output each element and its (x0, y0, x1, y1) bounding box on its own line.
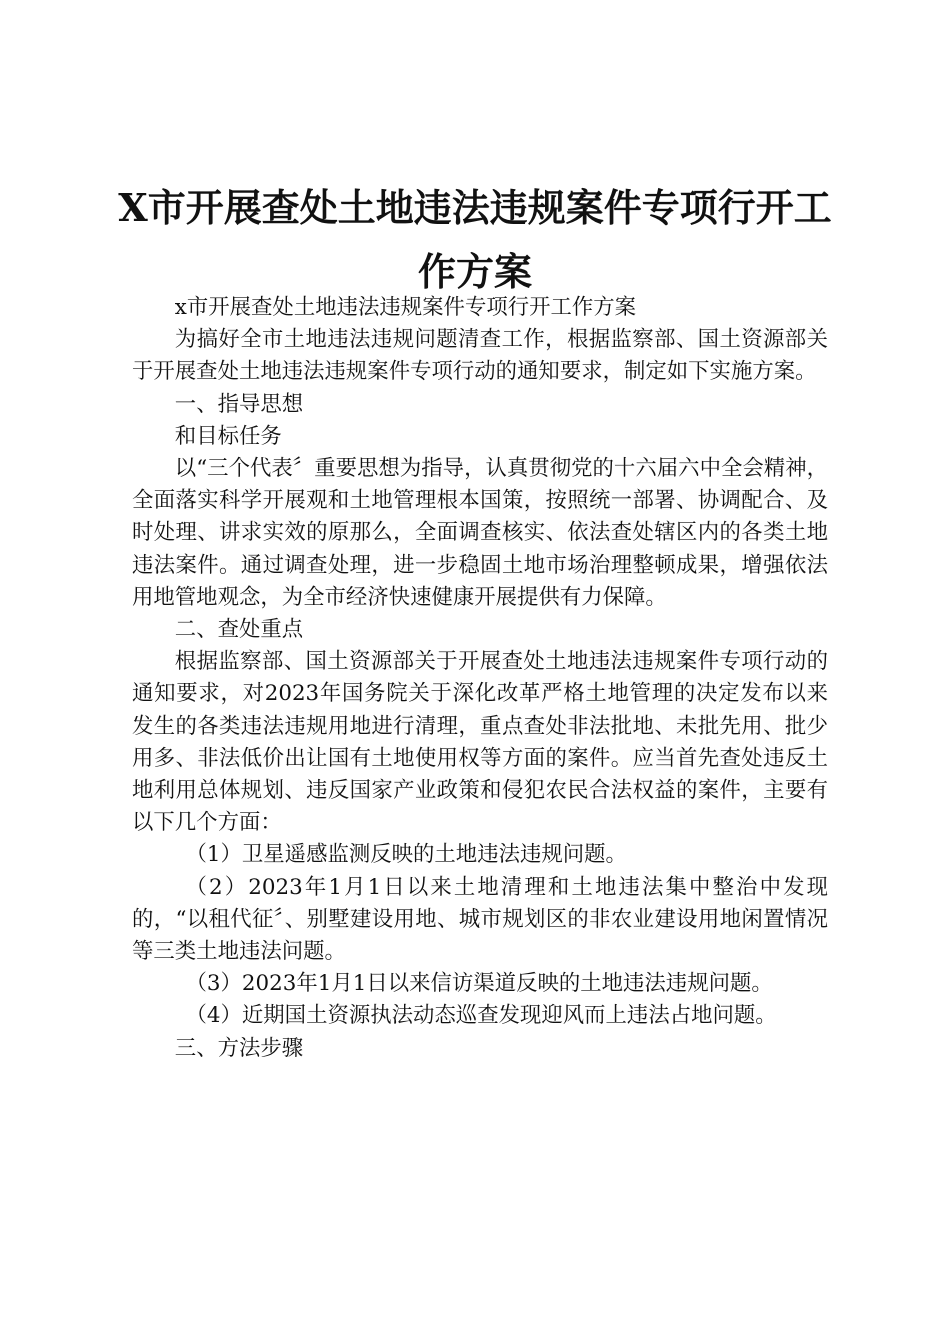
heading-focus: 二、查处重点 (174, 617, 304, 643)
list-item-4: （4）近期国土资源执法动态巡查发现迎风而上违法占地问题。 (185, 1003, 777, 1029)
heading-methods: 三、方法步骤 (174, 1035, 304, 1061)
document-title: X市开展查处土地违法违规案件专项行开工作方案 (118, 185, 832, 294)
paragraph-focus: 根据监察部、国土资源部关于开展查处土地违法违规案件专项行动的通知要求，对2023年国务院关于深化改革严格土地管理的决定发布以来发生的各类违法违规用地进行清理，重点查处非法批地、未批先用、批少用多、非法低价出让国有土地使用权等方面的案件。应当首先查处违反土地利用总体规划、违反国家产业政策和侵犯农民合法权益的案件，主要有以下几个方面： (132, 649, 828, 836)
list-item-1: （1）卫星遥感监测反映的土地违法违规问题。 (185, 842, 627, 868)
paragraph-subtitle: x市开展查处土地违法违规案件专项行开工作方案 (174, 295, 637, 320)
document-body (132, 292, 828, 1065)
heading-guiding-thought: 一、指导思想 (174, 391, 304, 417)
paragraph-guidance: 以“三个代表〞重要思想为指导，认真贯彻党的十六届六中全会精神，全面落实科学开展观和土地管理根本国策，按照统一部署、协调配合、及时处理、讲求实效的原那么，全面调查核实、依法查处辖区内的各类土地违法案件。通过调查处理，进一步稳固土地市场治理整顿成果，增强依法用地管地观念，为全市经济快速健康开展提供有力保障。 (132, 456, 828, 610)
heading-goals: 和目标任务 (174, 423, 282, 449)
list-item-2: （2）2023年1月1日以来土地清理和土地违法集中整治中发现的，“以租代征〞、别墅建设用地、城市规划区的非农业建设用地闲置情况等三类土地违法问题。 (132, 874, 828, 965)
list-item-3: （3）2023年1月1日以来信访渠道反映的土地违法违规问题。 (185, 971, 773, 997)
paragraph-intro: 为搞好全市土地违法违规问题清查工作，根据监察部、国土资源部关于开展查处土地违法违规案件专项行动的通知要求，制定如下实施方案。 (132, 327, 828, 385)
